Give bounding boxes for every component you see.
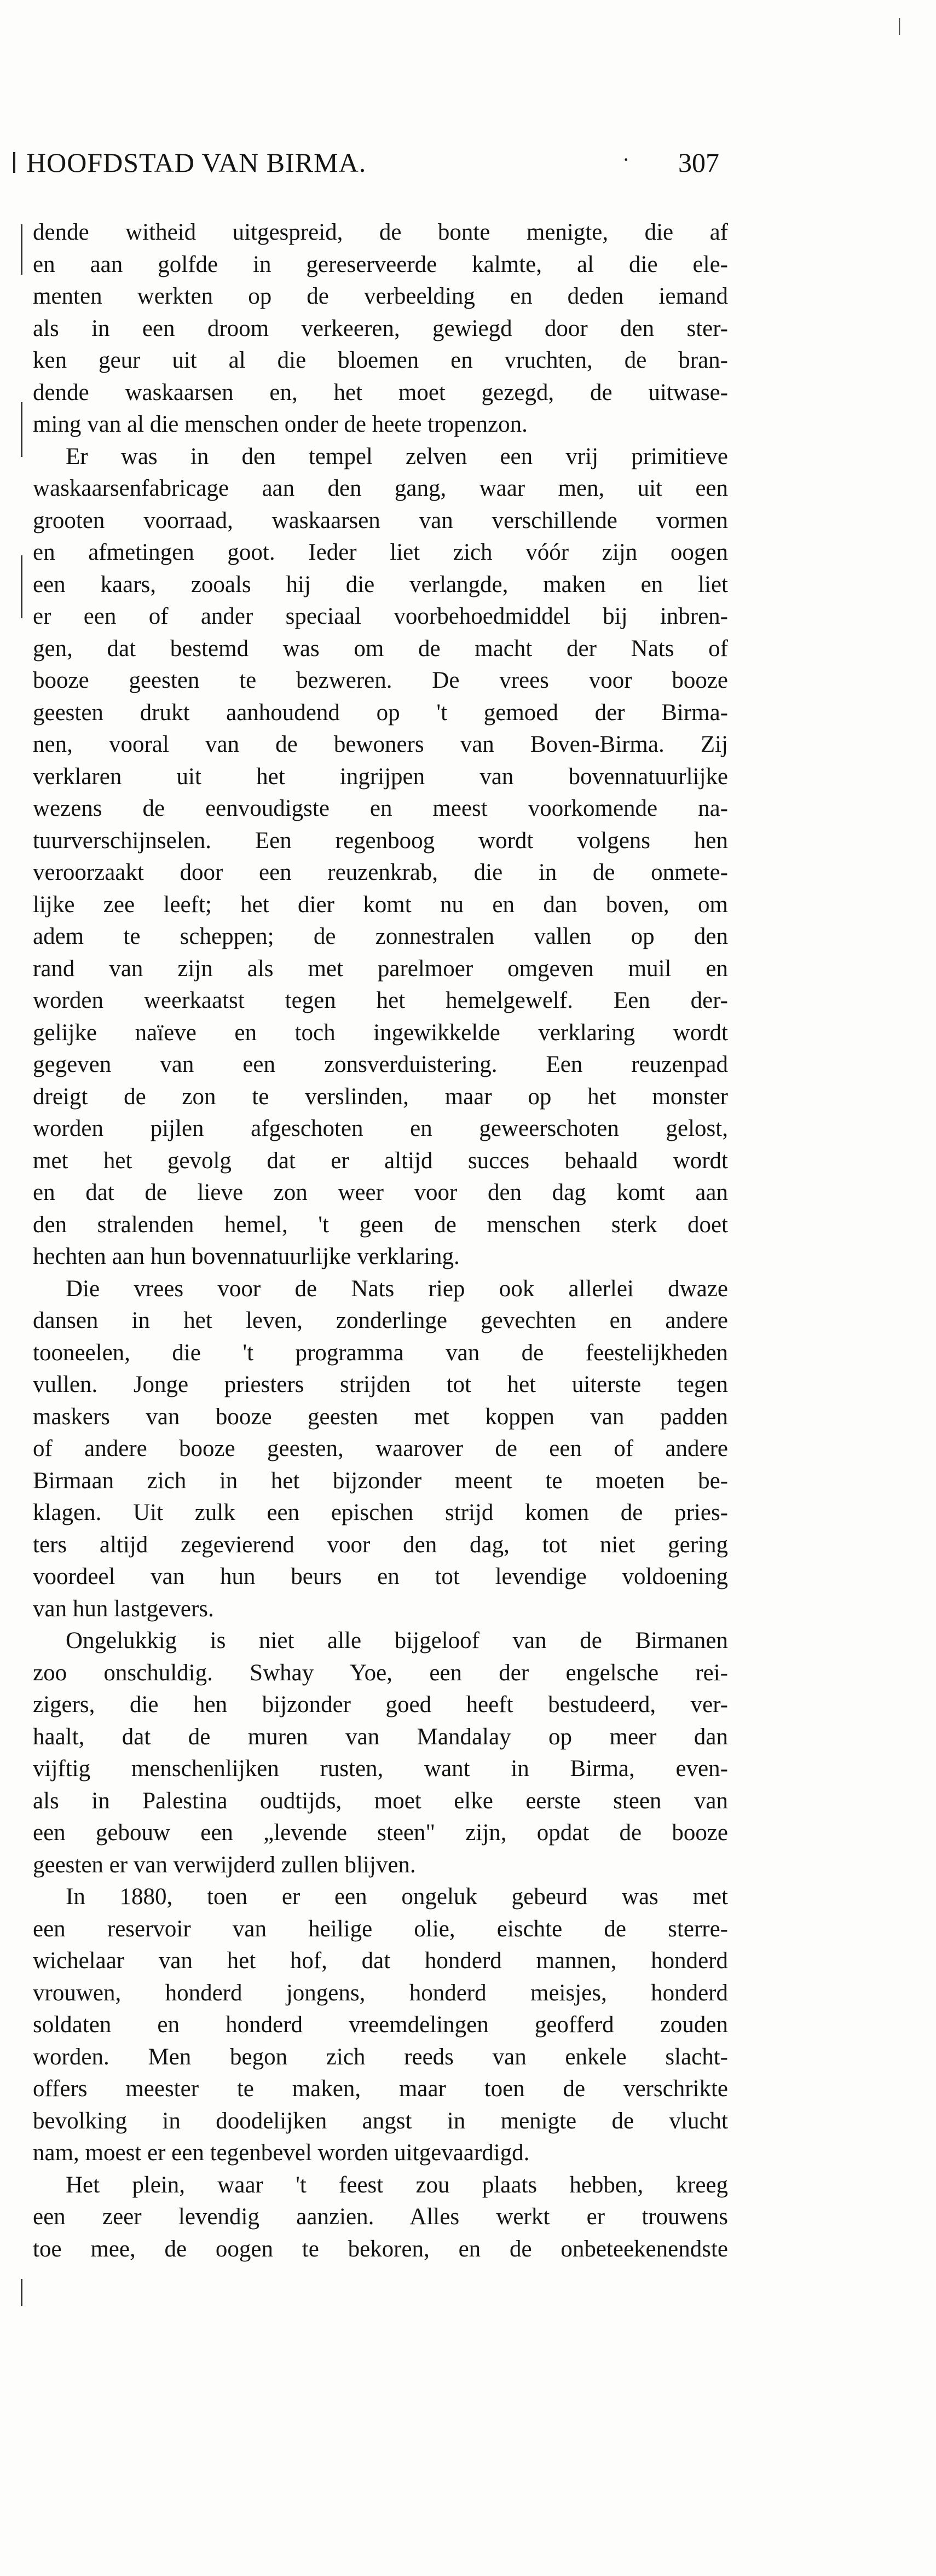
text-line: of andere booze geesten, waarover de een of andere [33, 1436, 728, 1461]
text-line: met het gevolg dat er altijd succes behaald wordt [33, 1147, 728, 1174]
text-line: adem te scheppen; de zonnestralen vallen op den [33, 924, 728, 949]
text-line: gelijke naïeve en toch ingewikkelde verklaring wordt [33, 1019, 728, 1046]
text-line: een gebouw een „levende steen" zijn, opdat de booze [33, 1820, 728, 1846]
text-line: soldaten en honderd vreemdelingen geofferd zouden [33, 2012, 728, 2038]
text-line: nam, moest er een tegenbevel worden uitgevaardigd. [33, 2140, 530, 2166]
text-line: wezens de eenvoudigste en meest voorkomende na- [33, 796, 728, 821]
text-line: Birmaan zich in het bijzonder meent te moeten be- [33, 1467, 728, 1494]
text-line: dreigt de zon te verslinden, maar op het monster [33, 1083, 728, 1110]
text-line: verklaren uit het ingrijpen van bovennatuurlijke [33, 763, 728, 790]
page-header [13, 143, 719, 182]
text-line: ming van al die menschen onder de heete tropenzon. [33, 411, 528, 437]
margin-rule [21, 224, 22, 275]
text-line: er een of ander speciaal voorbehoedmiddel bij inbren- [33, 604, 728, 629]
text-line: hechten aan hun bovennatuurlijke verklaring. [33, 1244, 460, 1269]
text-line: toe mee, de oogen te bekoren, en de onbeteekenendste [33, 2236, 728, 2262]
text-line: Die vrees voor de Nats riep ook allerlei dwaze [66, 1275, 728, 1302]
text-line: een reservoir van heilige olie, eischte de sterre- [33, 1916, 728, 1942]
text-line: als in een droom verkeeren, gewiegd door den ster- [33, 315, 728, 341]
text-line: ters altijd zegevierend voor den dag, tot niet gering [33, 1531, 728, 1558]
running-title: HOOFDSTAD VAN BIRMA. [26, 147, 367, 178]
text-line: haalt, dat de muren van Mandalay op meer dan [33, 1724, 728, 1750]
text-line: vullen. Jonge priesters strijden tot het uiterste tegen [33, 1372, 728, 1397]
text-line: en aan golfde in gereserveerde kalmte, al die ele- [33, 251, 728, 277]
text-line: worden pijlen afgeschoten en geweerschoten gelost, [33, 1116, 728, 1141]
text-line: gen, dat bestemd was om de macht der Nats of [33, 635, 728, 662]
text-line: geesten drukt aanhoudend op 't gemoed der Birma- [33, 699, 728, 726]
text-line: dansen in het leven, zonderlinge gevechten en andere [33, 1308, 728, 1333]
text-line: veroorzaakt door een reuzenkrab, die in de onmete- [33, 860, 728, 885]
margin-rule [21, 402, 22, 457]
text-line: tuurverschijnselen. Een regenboog wordt volgens hen [33, 827, 728, 854]
text-line: dende waskaarsen en, het moet gezegd, de uitwase- [33, 379, 728, 405]
text-line: Er was in den tempel zelven een vrij primitieve [66, 443, 728, 469]
header-left-bar [13, 152, 15, 173]
text-line: een zeer levendig aanzien. Alles werkt er trouwens [33, 2204, 728, 2230]
text-line: Het plein, waar 't feest zou plaats hebben, kreeg [66, 2172, 728, 2198]
text-line: wichelaar van het hof, dat honderd mannen, honderd [33, 1948, 728, 1974]
margin-rule [21, 2279, 22, 2306]
text-line: voordeel van hun beurs en tot levendige voldoening [33, 1564, 728, 1589]
text-line: lijke zee leeft; het dier komt nu en dan boven, om [33, 891, 728, 918]
text-line: vrouwen, honderd jongens, honderd meisjes, honderd [33, 1980, 728, 2006]
text-line: zigers, die hen bijzonder goed heeft bestudeerd, ver- [33, 1692, 728, 1718]
text-line: een kaars, zooals hij die verlangde, maken en liet [33, 571, 728, 597]
page-number: 307 [678, 147, 719, 178]
text-line: vijftig menschenlijken rusten, want in Birma, even- [33, 1756, 728, 1782]
text-line: bevolking in doodelijken angst in menigte de vlucht [33, 2108, 728, 2134]
text-line: zoo onschuldig. Swhay Yoe, een der engelsche rei- [33, 1660, 728, 1686]
text-line: booze geesten te bezweren. De vrees voor booze [33, 668, 728, 693]
text-line: waskaarsenfabricage aan den gang, waar men, uit een [33, 475, 728, 501]
text-line: offers meester te maken, maar toen de verschrikte [33, 2076, 728, 2102]
header-dot: · [622, 147, 630, 172]
text-line: worden weerkaatst tegen het hemelgewelf. Een der- [33, 988, 728, 1013]
text-line: Ongelukkig is niet alle bijgeloof van de Birmanen [66, 1628, 728, 1653]
margin-rule [21, 555, 22, 618]
page-edge-mark: | [898, 15, 902, 36]
text-line: In 1880, toen er een ongeluk gebeurd was met [66, 1884, 728, 1910]
body-text [33, 217, 728, 2265]
text-line: van hun lastgevers. [33, 1596, 214, 1622]
text-line: den stralenden hemel, 't geen de menschen sterk doet [33, 1211, 728, 1238]
text-line: tooneelen, die 't programma van de feestelijkheden [33, 1339, 728, 1366]
text-line: nen, vooral van de bewoners van Boven-Birma. Zij [33, 732, 728, 757]
text-line: en afmetingen goot. Ieder liet zich vóór zijn oogen [33, 539, 728, 565]
text-line: menten werkten op de verbeelding en deden iemand [33, 283, 728, 309]
text-line: grooten voorraad, waskaarsen van verschillende vormen [33, 507, 728, 533]
text-line: klagen. Uit zulk een epischen strijd komen de pries- [33, 1500, 728, 1525]
text-line: geesten er van verwijderd zullen blijven. [33, 1852, 416, 1878]
text-line: ken geur uit al die bloemen en vruchten, de bran- [33, 347, 728, 373]
text-line: en dat de lieve zon weer voor den dag komt aan [33, 1180, 728, 1205]
text-line: gegeven van een zonsverduistering. Een reuzenpad [33, 1052, 728, 1077]
text-line: dende witheid uitgespreid, de bonte menigte, die af [33, 219, 728, 245]
text-line: worden. Men begon zich reeds van enkele slacht- [33, 2044, 728, 2070]
text-line: als in Palestina oudtijds, moet elke eerste steen van [33, 1788, 728, 1814]
text-line: maskers van booze geesten met koppen van padden [33, 1403, 728, 1430]
text-line: rand van zijn als met parelmoer omgeven muil en [33, 955, 728, 982]
